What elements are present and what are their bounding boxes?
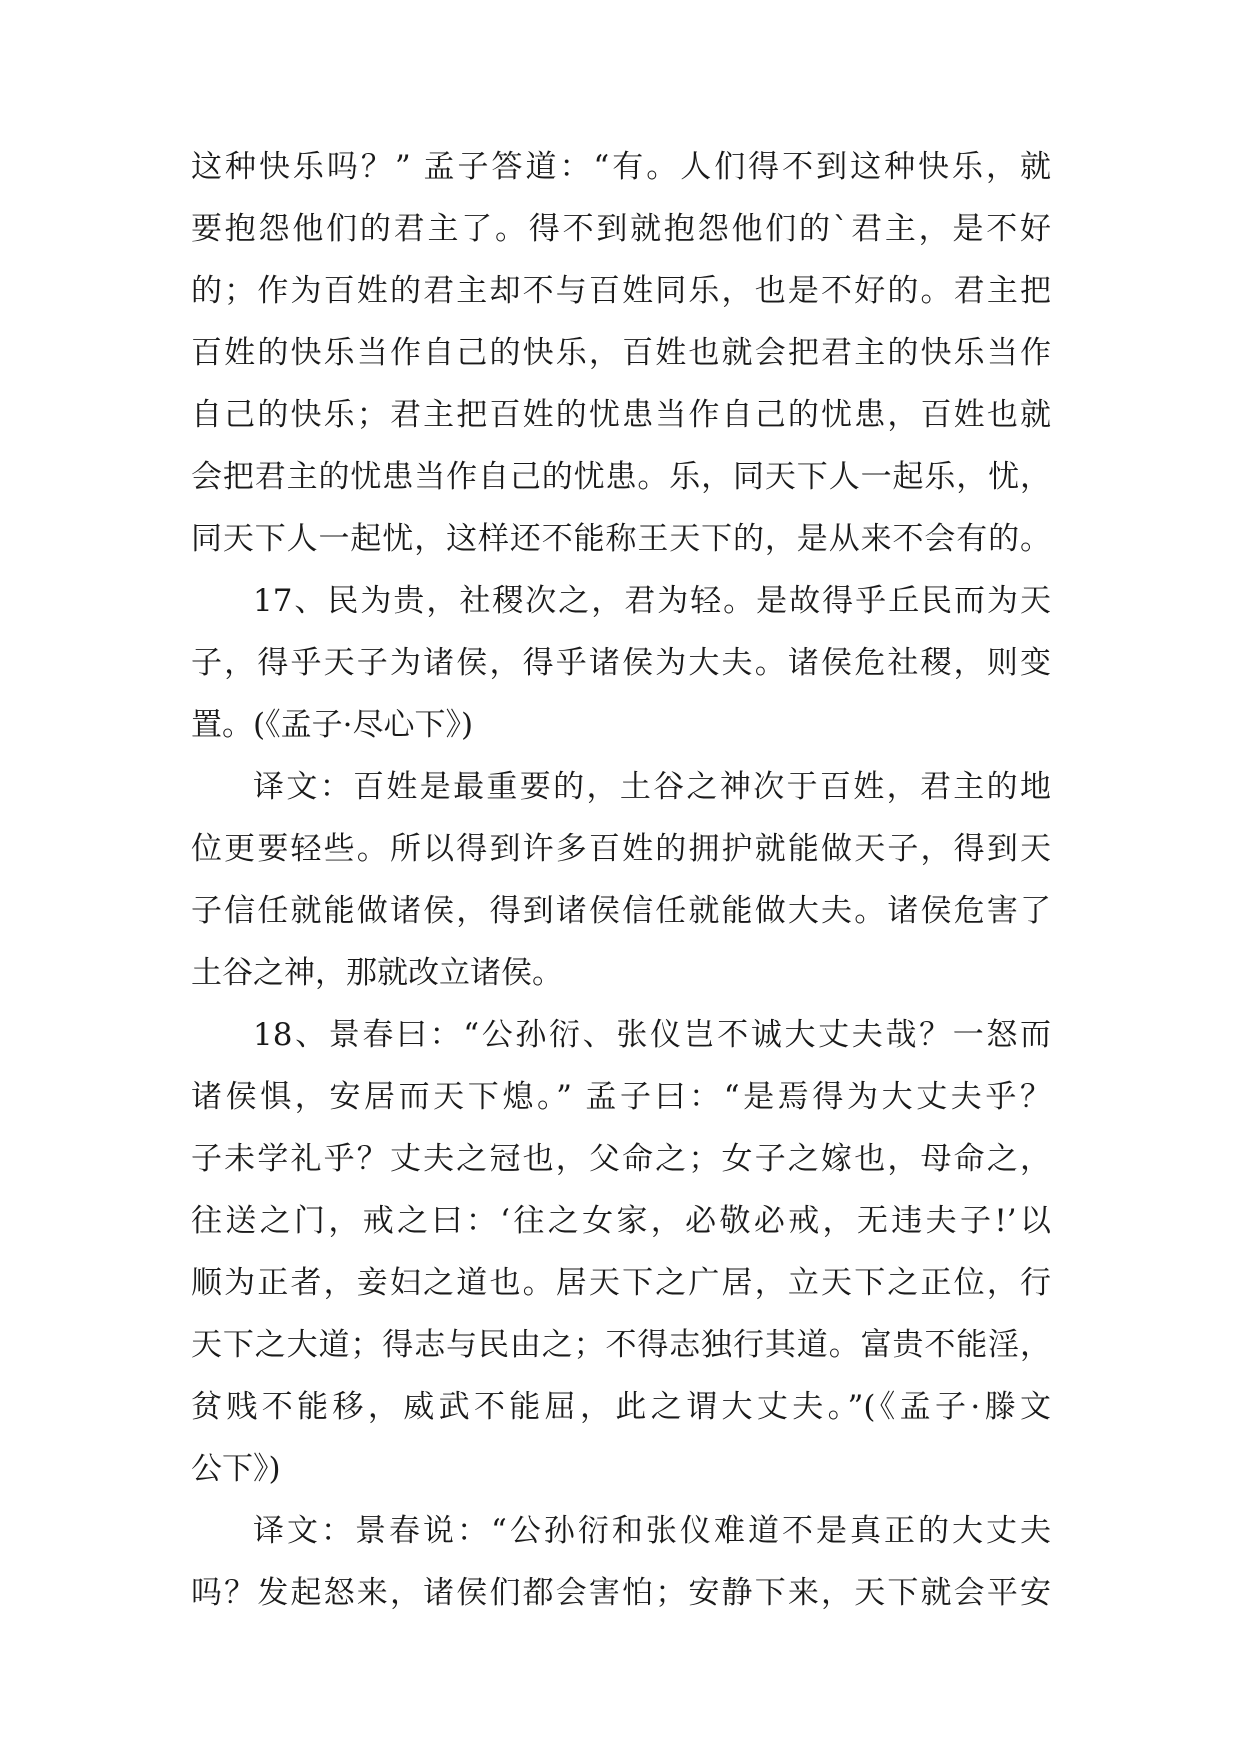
text-line: 位更要轻些。所以得到许多百姓的拥护就能做天子，得到天 [191,831,1051,867]
text-line: 要抱怨他们的君主了。得不到就抱怨他们的`君主，是不好 [191,211,1051,247]
text-line: 置。(《孟子·尽心下》) [191,707,474,743]
text-line: 百姓的快乐当作自己的快乐，百姓也就会把君主的快乐当作 [191,335,1051,371]
text-line: 吗？发起怒来，诸侯们都会害怕；安静下来，天下就会平安 [191,1575,1051,1611]
text-line: 自己的快乐；君主把百姓的忧患当作自己的忧患，百姓也就 [191,397,1051,433]
text-line: 往送之门，戒之曰：‘往之女家，必敬必戒，无违夫子!’以 [191,1203,1051,1239]
text-line: 同天下人一起忧，这样还不能称王天下的，是从来不会有的。 [191,521,1051,557]
text-line: 的；作为百姓的君主却不与百姓同乐，也是不好的。君主把 [191,273,1051,309]
text-line: 子未学礼乎？丈夫之冠也，父命之；女子之嫁也，母命之， [191,1141,1051,1177]
text-line: 译文：景春说：“公孙衍和张仪难道不是真正的大丈夫 [253,1513,1051,1549]
text-line: 公下》) [191,1451,281,1487]
text-line: 译文：百姓是最重要的，土谷之神次于百姓，君主的地 [253,769,1051,805]
text-line: 顺为正者，妾妇之道也。居天下之广居，立天下之正位，行 [191,1265,1051,1301]
text-line: 天下之大道；得志与民由之；不得志独行其道。富贵不能淫， [191,1327,1051,1363]
text-line: 子信任就能做诸侯，得到诸侯信任就能做大夫。诸侯危害了 [191,893,1051,929]
text-line: 这种快乐吗？” 孟子答道：“有。人们得不到这种快乐，就 [191,149,1051,185]
text-line: 诸侯惧，安居而天下熄。” 孟子曰：“是焉得为大丈夫乎？ [191,1079,1051,1115]
text-line: 会把君主的忧患当作自己的忧患。乐，同天下人一起乐，忧， [191,459,1051,495]
text-line: 17、民为贵，社稷次之，君为轻。是故得乎丘民而为天 [253,583,1051,619]
text-line: 贫贱不能移，威武不能屈，此之谓大丈夫。”(《孟子·滕文 [191,1389,1051,1425]
text-line: 18、景春曰：“公孙衍、张仪岂不诚大丈夫哉？一怒而 [253,1017,1051,1053]
text-line: 子，得乎天子为诸侯，得乎诸侯为大夫。诸侯危社稷，则变 [191,645,1051,681]
text-line: 土谷之神，那就改立诸侯。 [191,955,563,991]
